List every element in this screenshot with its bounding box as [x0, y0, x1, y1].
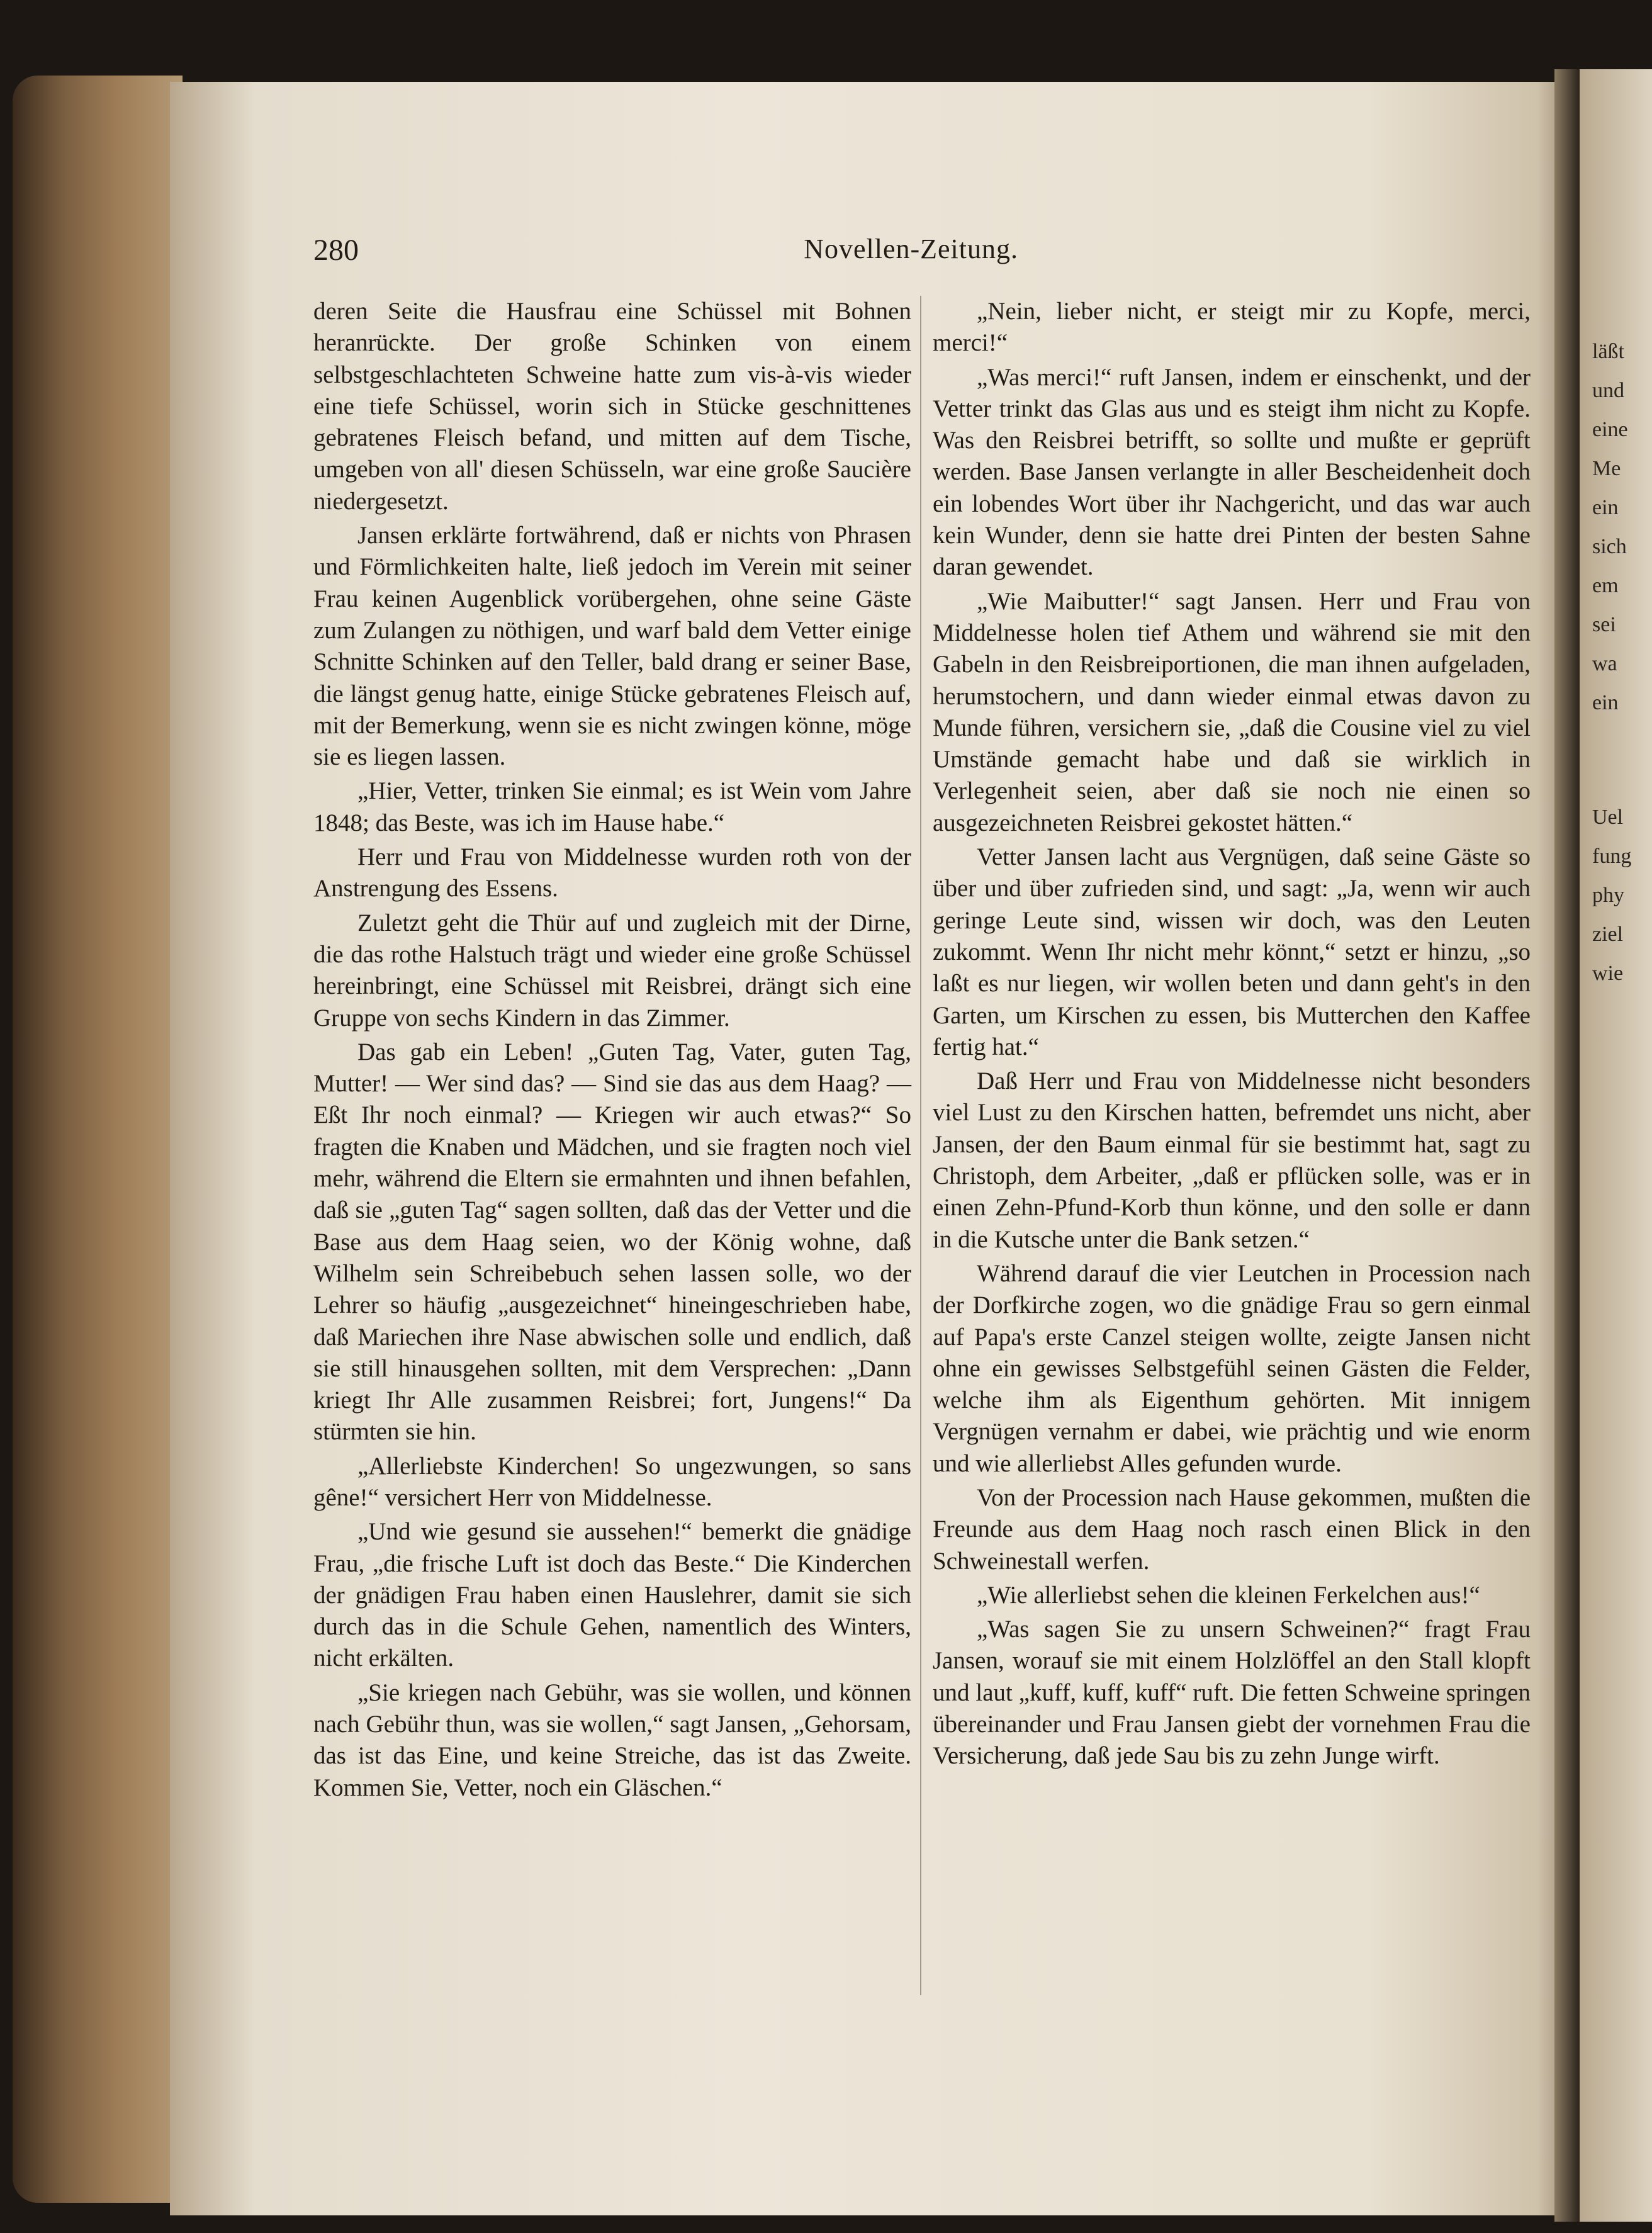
next-page-fragment: ein: [1592, 691, 1619, 714]
next-page-fragment: Uel: [1592, 806, 1624, 829]
paragraph: Während darauf die vier Leutchen in Procession nach der Dorfkirche zogen, wo die gnädige Frau so gern einmal auf Papa's erste Canzel steigen wollte, zeigte Jansen nicht ohne ein gewisses Selbstgefühl seinen Gästen die Felder, welche ihm als Eigenthum gehörten. Mit innigem Vergnügen vernahm er dabei, wie prächtig und wie enorm und wie allerliebst Alles gefunden wurde.: [933, 1259, 1531, 1477]
next-page-fragment: sei: [1592, 613, 1616, 636]
paragraph: „Hier, Vetter, trinken Sie einmal; es ist Wein vom Jahre 1848; das Beste, was ich im Hause habe.“: [313, 777, 911, 836]
next-page-fragment: sich: [1592, 535, 1627, 558]
next-page-fragment: fung: [1592, 845, 1632, 868]
paragraph: Das gab ein Leben! „Guten Tag, Vater, guten Tag, Mutter! — Wer sind das? — Sind sie das aus dem Haag? — Eßt Ihr noch einmal? — Kriegen wir auch etwas?“ So fragten die Knaben und Mädchen, und sie fragten noch viel mehr, während die Eltern sie ermahnten und ihnen befahlen, daß sie „guten Tag“ sagen sollten, daß das der Vetter und die Base aus dem Haag seien, wo der König wohne, daß Wilhelm sein Schreibebuch sehen lassen solle, wo der Lehrer so häufig „ausgezeichnet“ hineingeschrieben habe, daß Mariechen ihre Nase abwischen solle und endlich, daß sie still hinausgehen sollten, mit dem Versprechen: „Dann kriegt Ihr Alle zusammen Reisbrei; fort, Jungens!“ Da stürmten sie hin.: [313, 1038, 911, 1446]
next-page-fragment: em: [1592, 574, 1619, 597]
paragraph: „Was sagen Sie zu unsern Schweinen?“ fragt Frau Jansen, worauf sie mit einem Holzlöffel an den Stall klopft und laut „kuff, kuff, kuff“ ruft. Die fetten Schweine springen übereinander und Frau Jansen giebt der vornehmen Frau die Versicherung, daß jede Sau bis zu zehn Junge wirft.: [933, 1616, 1531, 1770]
next-page-fragment: ein: [1592, 496, 1619, 519]
paragraph: Daß Herr und Frau von Middelnesse nicht besonders viel Lust zu den Kirschen hatten, befremdet uns nicht, aber Jansen, der den Baum einmal für sie bestimmt hat, sagt zu Christoph, dem Arbeiter, „daß er pflücken solle, was er in einen Zehn-Pfund-Korb thun könne, und den solle er dann in die Kutsche unter die Bank setzen.“: [933, 1067, 1531, 1253]
book-gutter: [1554, 69, 1580, 2222]
next-page-fragment: läßt: [1592, 340, 1624, 363]
next-page-fragment: Me: [1592, 457, 1621, 480]
next-page-fragment: und: [1592, 379, 1624, 402]
next-page-fragment: wie: [1592, 962, 1624, 985]
right-text-column: [933, 296, 1531, 1775]
paragraph: „Sie kriegen nach Gebühr, was sie wollen, und können nach Gebühr thun, was sie wollen,“ sagt Jansen, „Gehorsam, das ist das Eine, und keine Streiche, das ist das Zweite. Kommen Sie, Vetter, noch ein Gläschen.“: [313, 1679, 911, 1801]
next-page-fragment: ziel: [1592, 923, 1624, 946]
left-text-column: [313, 296, 911, 1806]
book-page-edges: [13, 76, 183, 2203]
column-divider: [920, 296, 921, 1995]
paragraph: Von der Procession nach Hause gekommen, mußten die Freunde aus dem Haag noch rasch einen Blick in den Schweinestall werfen.: [933, 1483, 1531, 1575]
paragraph: Zuletzt geht die Thür auf und zugleich mit der Dirne, die das rothe Halstuch trägt und wieder eine große Schüssel hereinbringt, eine Schüssel mit Reisbrei, drängt sich eine Gruppe von sechs Kindern in das Zimmer.: [313, 909, 911, 1032]
paragraph: Jansen erklärte fortwährend, daß er nichts von Phrasen und Förmlichkeiten halte, ließ jedoch im Verein mit seiner Frau keinen Augenblick vorübergehen, ohne seine Gäste zum Zulangen zu nöthigen, und warf bald dem Vetter einige Schnitte Schinken auf den Teller, bald drang er seiner Base, die längst genug hatte, einige Stücke gebratenes Fleisch auf, mit der Bemerkung, wenn sie es nicht zwingen könne, möge sie es liegen lassen.: [313, 522, 911, 771]
paragraph: Herr und Frau von Middelnesse wurden roth von der Anstrengung des Essens.: [313, 843, 911, 903]
paragraph: „Was merci!“ ruft Jansen, indem er einschenkt, und der Vetter trinkt das Glas aus und es steigt ihm nicht zu Kopfe. Was den Reisbrei betrifft, so sollte und mußte er geprüft werden. Base Jansen verlangte in aller Bescheidenheit doch ein lobendes Wort über ihr Nachgericht, und das war auch kein Wunder, denn sie hatte drei Pinten der besten Sahne daran gewendet.: [933, 363, 1531, 581]
paragraph: „Allerliebste Kinderchen! So ungezwungen, so sans gêne!“ versichert Herr von Middelnesse.: [313, 1452, 911, 1511]
next-page-fragment: phy: [1592, 884, 1624, 907]
paragraph: „Wie allerliebst sehen die kleinen Ferkelchen aus!“: [977, 1581, 1480, 1609]
paragraph: Vetter Jansen lacht aus Vergnügen, daß seine Gäste so über und über zufrieden sind, und sagt: „Ja, wenn wir auch geringe Leute sind, wissen wir doch, was den Leuten zukommt. Wenn Ihr nicht mehr könnt,“ setzt er hinzu, „so laßt es nur liegen, wir wollen beten und dann geht's in den Garten, um Kirschen zu essen, bis Mutterchen den Kaffee fertig hat.“: [933, 843, 1531, 1060]
paragraph: „Wie Maibutter!“ sagt Jansen. Herr und Frau von Middelnesse holen tief Athem und während sie mit den Gabeln in den Reisbreiportionen, die man ihnen aufgeladen, herumstochern, und dann wieder einmal etwas davon zu Munde führen, versichern sie, „daß die Cousine viel zu viel Umstände gemacht habe und daß sie wirklich in Verlegenheit seien, aber daß sie noch nie einen so ausgezeichneten Reisbrei gekostet hätten.“: [933, 587, 1531, 836]
paragraph: deren Seite die Hausfrau eine Schüssel mit Bohnen heranrückte. Der große Schinken von einem selbstgeschlachteten Schweine hatte zum vis-à-vis wieder eine tiefe Schüssel, worin sich in Stücke geschnittenes gebratenes Fleisch befand, und mitten auf dem Tische, umgeben von all' diesen Schüsseln, war eine große Saucière niedergesetzt.: [313, 298, 911, 515]
next-page-fragment: eine: [1592, 418, 1628, 441]
paragraph: „Nein, lieber nicht, er steigt mir zu Kopfe, merci, merci!“: [933, 298, 1531, 357]
running-title: Novellen-Zeitung.: [804, 233, 1018, 264]
next-page-fragment: wa: [1592, 652, 1617, 675]
next-page-sliver: [1580, 69, 1652, 2222]
page-number: 280: [313, 233, 359, 267]
page-header: [313, 233, 1018, 271]
paragraph: „Und wie gesund sie aussehen!“ bemerkt die gnädige Frau, „die frische Luft ist doch das Beste.“ Die Kinderchen der gnädigen Frau haben einen Hauslehrer, damit sie sich durch das in die Schule Gehen, namentlich des Winters, nicht erkälten.: [313, 1518, 911, 1672]
